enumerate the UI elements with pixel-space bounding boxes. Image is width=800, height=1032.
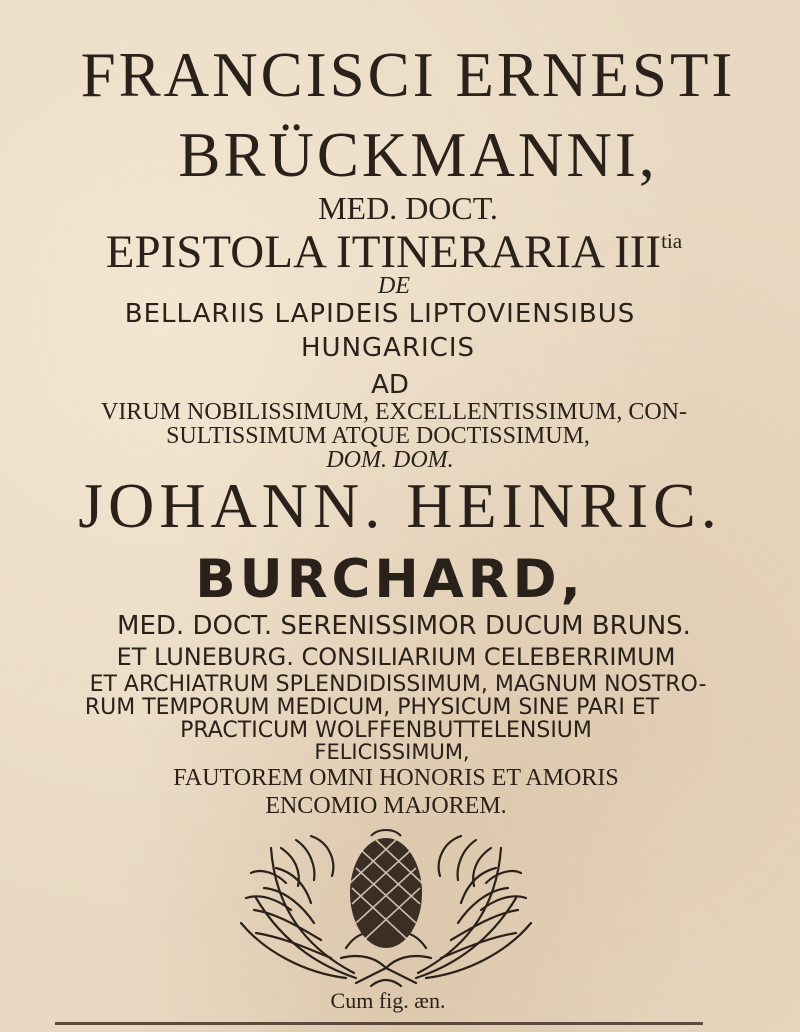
recipient-titles-line-2: ET LUNEBURG. CONSILIARIUM CELEBERRIMUM bbox=[116, 643, 676, 671]
work-title-text: EPISTOLA ITINERARIA III bbox=[105, 226, 662, 278]
recipient-titles-line-4: RUM TEMPORUM MEDICUM, PHYSICUM SINE PARI ET bbox=[84, 695, 660, 720]
closing-line-1: FAUTOREM OMNI HONORIS ET AMORIS bbox=[173, 765, 619, 791]
preposition-ad: AD bbox=[371, 370, 409, 400]
author-name-line-1: FRANCISCI ERNESTI bbox=[80, 40, 736, 110]
bottom-rule bbox=[55, 1022, 703, 1025]
recipient-name-line-1: JOHANN. HEINRIC. bbox=[78, 470, 722, 541]
recipient-titles-line-3: ET ARCHIATRUM SPLENDIDISSIMUM, MAGNUM NOSTRO- bbox=[89, 672, 707, 697]
subject-line-1: BELLARIIS LAPIDEIS LIPTOVIENSIBUS bbox=[124, 299, 636, 329]
footer-caption: Cum fig. æn. bbox=[330, 988, 446, 1013]
closing-line-2: ENCOMIO MAJOREM. bbox=[265, 793, 507, 819]
recipient-titles-line-1: MED. DOCT. SERENISSIMOR DUCUM BRUNS. bbox=[117, 611, 691, 641]
wreath-and-pinecone-ornament bbox=[236, 828, 536, 990]
author-name-line-2: BRÜCKMANNI, bbox=[178, 120, 658, 190]
work-title bbox=[0, 226, 794, 278]
recipient-titles-line-6: FELICISSIMUM, bbox=[314, 740, 470, 764]
author-degree: MED. DOCT. bbox=[318, 190, 498, 226]
preposition-de: DE bbox=[378, 273, 410, 299]
recipient-name-line-2: BURCHARD, bbox=[195, 549, 585, 610]
address-line-3: DOM. DOM. bbox=[326, 447, 454, 473]
work-title-superscript: tia bbox=[661, 228, 683, 253]
address-line-1: VIRUM NOBILISSIMUM, EXCELLENTISSIMUM, CON- bbox=[100, 399, 687, 425]
recipient-titles-line-5: PRACTICUM WOLFFENBUTTELENSIUM bbox=[180, 718, 592, 743]
address-line-2: SULTISSIMUM ATQUE DOCTISSIMUM, bbox=[166, 423, 590, 449]
subject-line-2: HUNGARICIS bbox=[300, 333, 476, 363]
